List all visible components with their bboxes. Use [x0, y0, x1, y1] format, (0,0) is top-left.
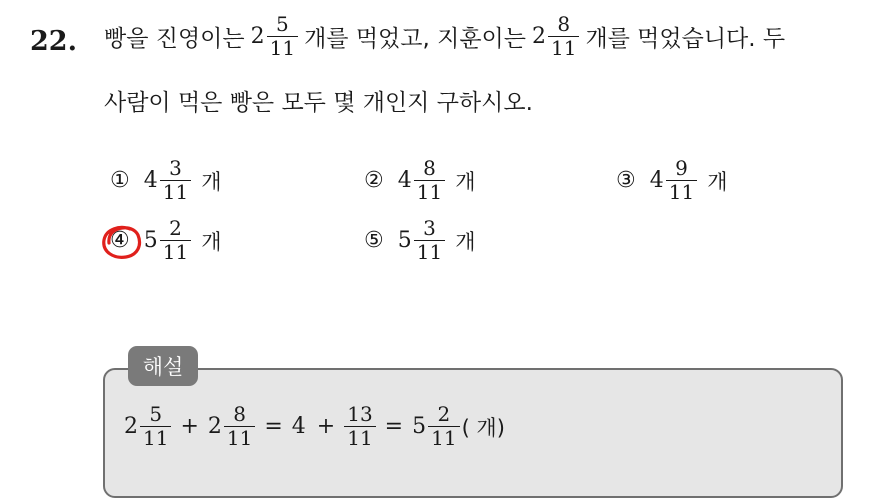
mixed-whole: 4 — [143, 168, 158, 193]
mixed-number-jinyoung — [251, 14, 298, 59]
fraction — [224, 404, 255, 449]
choice-5[interactable] — [364, 218, 475, 263]
choice-number-2: ② — [364, 168, 384, 193]
equals-sign: = — [384, 414, 404, 439]
mixed-number — [144, 218, 191, 263]
denominator: 11 — [416, 240, 443, 264]
choice-unit: 개 — [455, 169, 476, 194]
fraction — [428, 404, 459, 449]
plus-sign: + — [316, 414, 336, 439]
fraction — [267, 14, 298, 59]
numerator: 8 — [233, 402, 246, 426]
question-line-1 — [104, 14, 785, 59]
mixed-whole: 5 — [397, 228, 412, 253]
choice-1[interactable] — [110, 158, 221, 203]
fraction — [414, 158, 445, 203]
mixed-whole: 2 — [531, 24, 546, 49]
question-text-part-2: 개를 먹었고, 지훈이는 — [304, 26, 526, 52]
denominator: 11 — [162, 240, 189, 264]
denominator: 11 — [668, 180, 695, 204]
numerator: 5 — [275, 12, 289, 36]
choice-unit: 개 — [707, 169, 728, 194]
choice-number-5: ⑤ — [364, 228, 384, 253]
question-number: 22. — [30, 26, 77, 57]
solution-result — [412, 404, 459, 449]
fraction — [666, 158, 697, 203]
numerator: 2 — [169, 216, 182, 240]
mixed-number — [144, 158, 191, 203]
denominator: 11 — [347, 426, 373, 450]
denominator: 11 — [416, 180, 443, 204]
question-text-part-1: 빵을 진영이는 — [104, 26, 245, 52]
numerator: 9 — [675, 156, 688, 180]
denominator: 11 — [162, 180, 189, 204]
fraction — [160, 218, 191, 263]
mixed-whole: 4 — [397, 168, 412, 193]
fraction — [414, 218, 445, 263]
mixed-whole: 4 — [649, 168, 664, 193]
fraction — [160, 158, 191, 203]
equals-sign: = — [264, 414, 283, 439]
numerator: 13 — [347, 402, 373, 426]
choice-unit: 개 — [201, 229, 222, 254]
choice-number-1: ① — [110, 168, 130, 193]
mixed-whole: 5 — [143, 228, 158, 253]
denominator: 11 — [226, 426, 253, 450]
denominator: 11 — [143, 426, 169, 450]
question-text-line-2: 사람이 먹은 빵은 모두 몇 개인지 구하시오. — [104, 90, 533, 116]
solution-unit: ( 개) — [461, 415, 505, 440]
solution-term-3: 4 — [291, 414, 306, 439]
numerator: 2 — [437, 402, 451, 426]
fraction — [140, 404, 171, 449]
mixed-number — [398, 158, 445, 203]
solution-expression — [124, 404, 505, 449]
denominator: 11 — [431, 426, 457, 450]
mixed-whole: 2 — [124, 414, 138, 439]
numerator: 8 — [423, 156, 436, 180]
solution-term-1 — [124, 404, 171, 449]
mixed-number-jihoon — [532, 14, 579, 59]
numerator: 3 — [169, 156, 182, 180]
choice-3[interactable] — [616, 158, 727, 203]
choice-2[interactable] — [364, 158, 475, 203]
mixed-whole: 2 — [250, 24, 265, 49]
numerator: 3 — [423, 216, 436, 240]
choice-number-4: ④ — [110, 228, 130, 253]
solution-term-2 — [208, 404, 255, 449]
solution-term-4 — [344, 404, 375, 449]
mixed-number — [398, 218, 445, 263]
mixed-whole: 2 — [207, 414, 222, 439]
plus-sign: + — [180, 414, 199, 439]
denominator: 11 — [550, 36, 577, 60]
denominator: 11 — [269, 36, 296, 60]
question-line-2 — [104, 84, 533, 117]
mixed-number — [650, 158, 697, 203]
fraction — [548, 14, 579, 59]
numerator: 5 — [149, 402, 163, 426]
solution-tab: 해설 — [128, 346, 198, 386]
choice-unit: 개 — [455, 229, 476, 254]
question-text-part-3: 개를 먹었습니다. 두 — [585, 26, 786, 52]
choice-number-3: ③ — [616, 168, 636, 193]
mixed-whole: 5 — [412, 414, 427, 439]
answer-circle-mark — [100, 223, 144, 261]
numerator: 8 — [557, 12, 571, 36]
choice-unit: 개 — [201, 169, 222, 194]
